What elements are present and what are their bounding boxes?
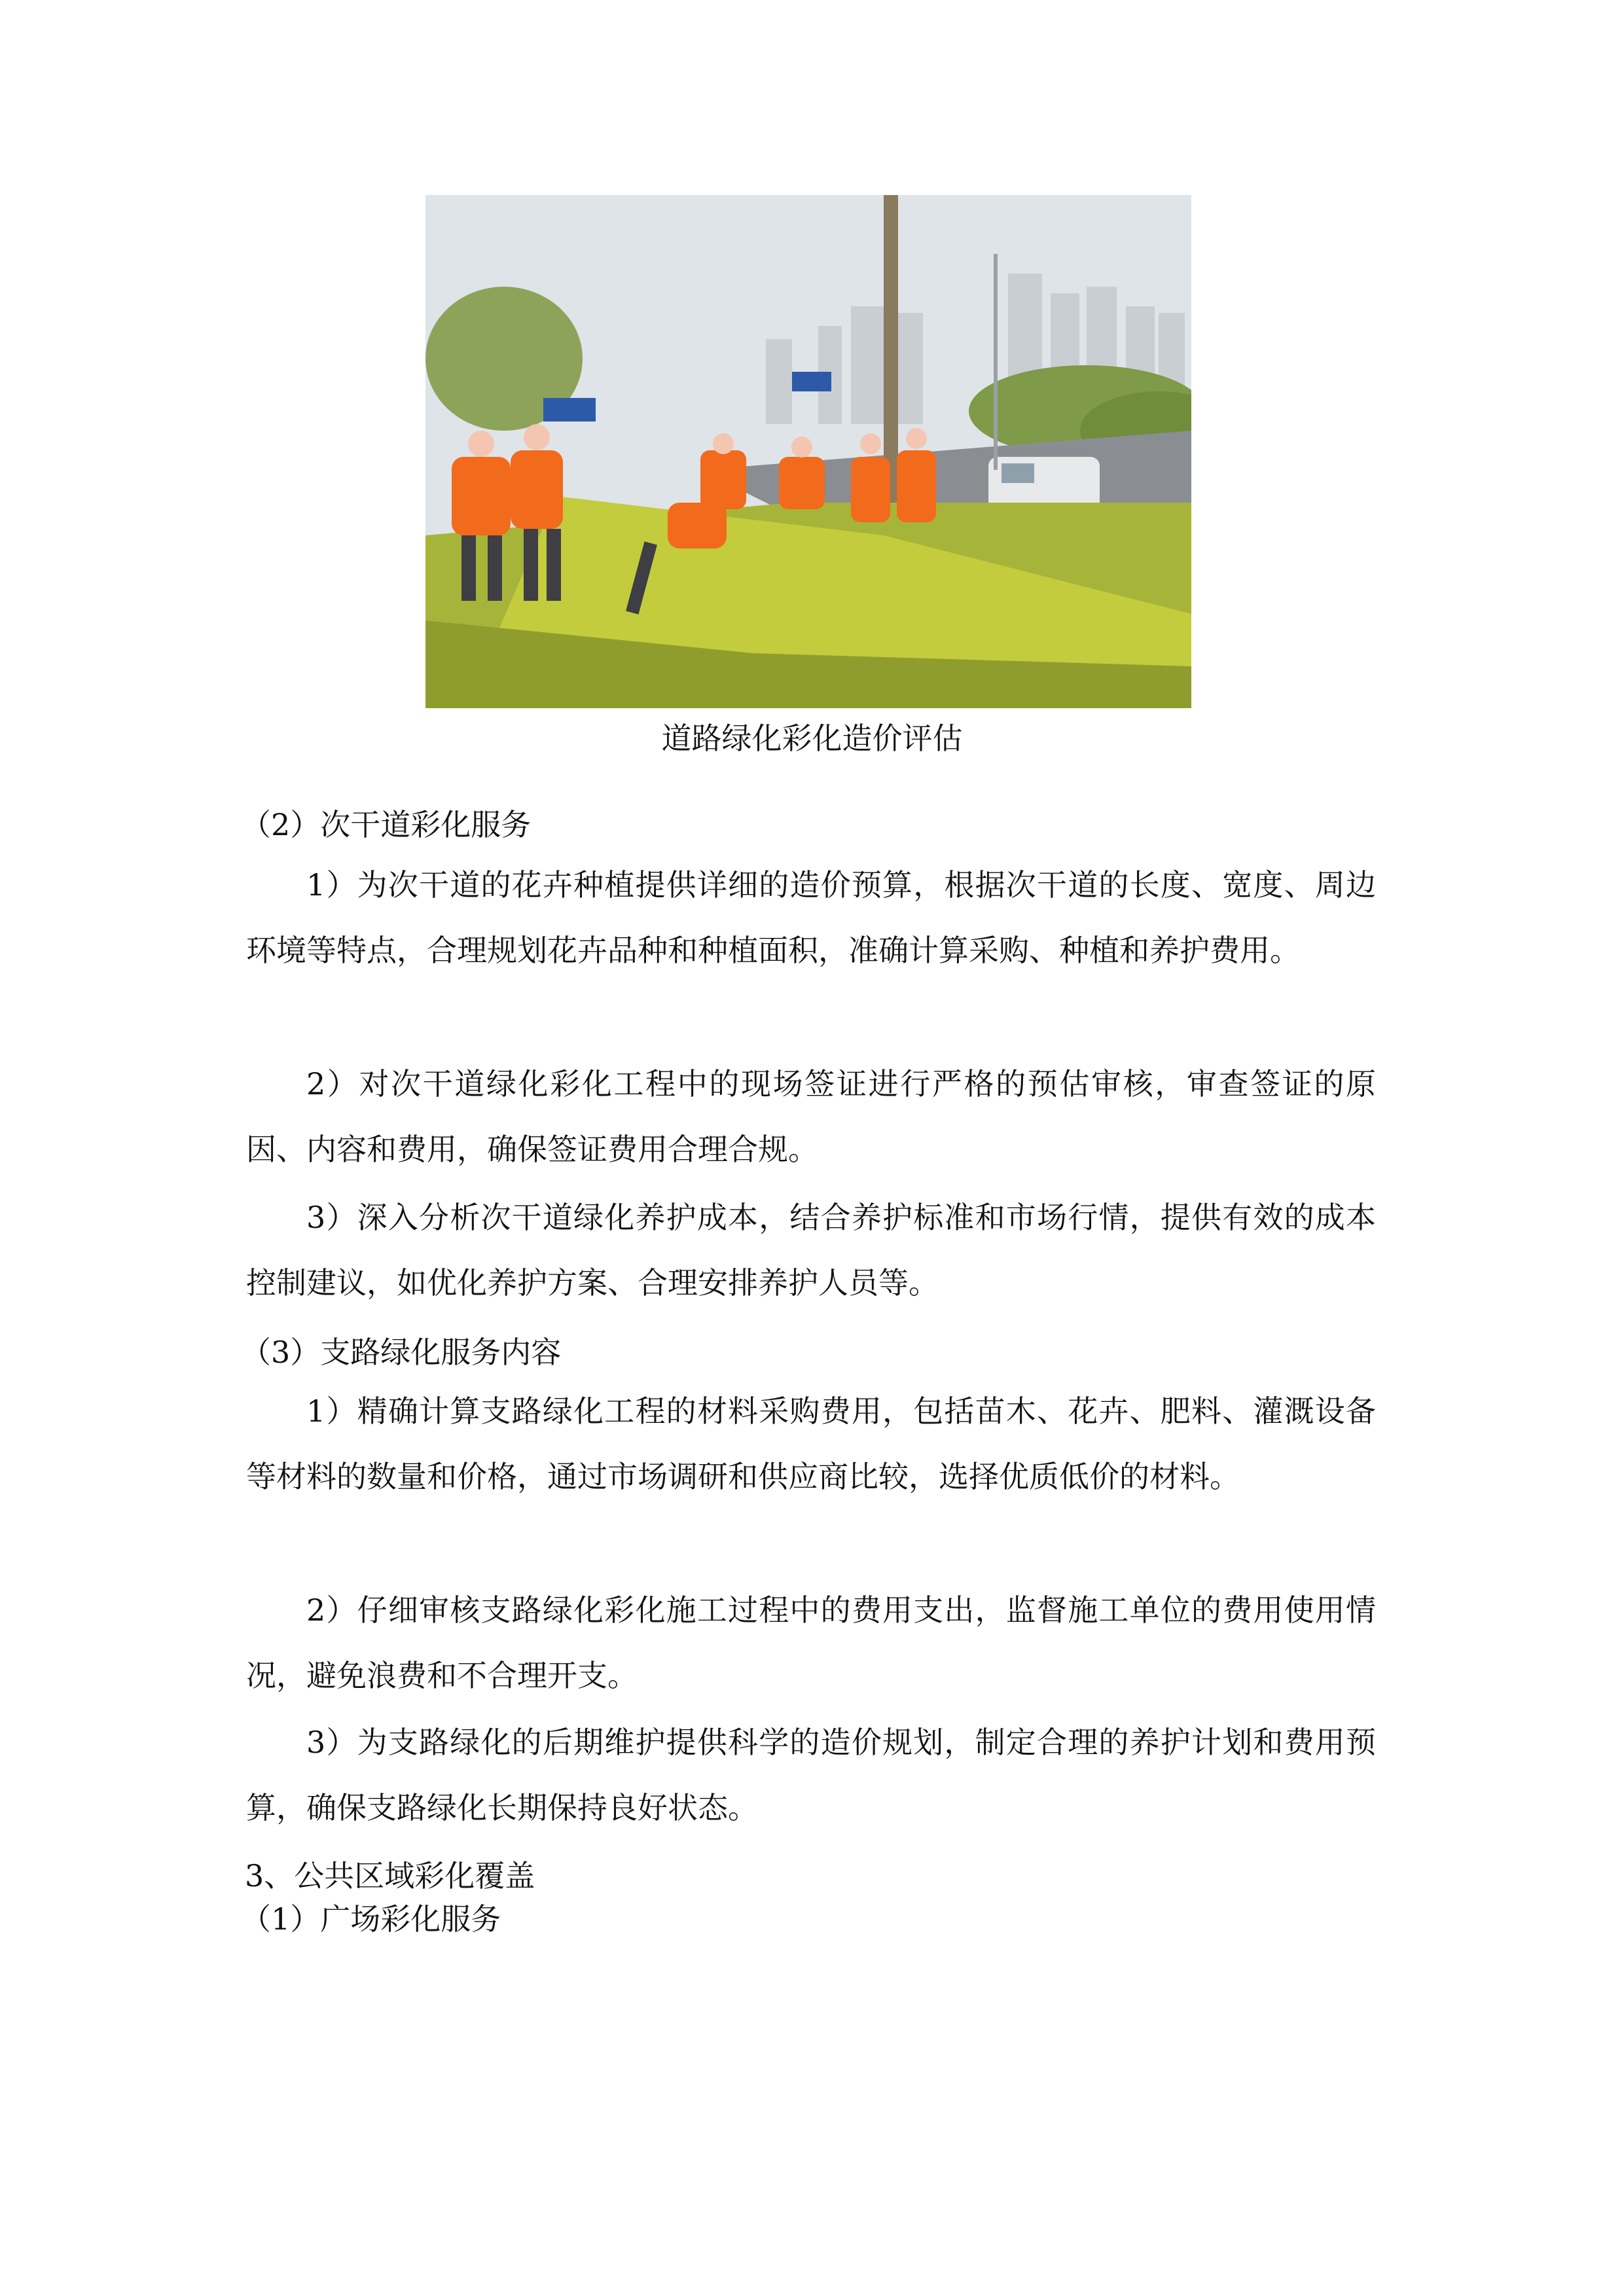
road-greening-photo — [425, 195, 1191, 708]
paragraph: 1）为次干道的花卉种植提供详细的造价预算，根据次干道的长度、宽度、周边环境等特点，合理规划花卉品种和种植面积，准确计算采购、种植和养护费用。 — [246, 867, 1376, 968]
road-greening-photo-illustration — [425, 195, 1191, 708]
paragraph: 2）对次干道绿化彩化工程中的现场签证进行严格的预估审核，审查签证的原因、内容和费用，确保签证费用合理合规。 — [246, 1066, 1376, 1167]
figure-caption: 道路绿化彩化造价评估 — [661, 721, 963, 756]
paragraph: 3）深入分析次干道绿化养护成本，结合养护标准和市场行情，提供有效的成本控制建议，如优化养护方案、合理安排养护人员等。 — [246, 1200, 1376, 1300]
section-heading-secondary-road: （2）次干道彩化服务 — [241, 807, 532, 842]
paragraph: 2）仔细审核支路绿化彩化施工过程中的费用支出，监督施工单位的费用使用情况，避免浪费和不合理开支。 — [246, 1592, 1376, 1693]
section-heading-branch-road: （3）支路绿化服务内容 — [241, 1335, 562, 1370]
paragraph: 3）为支路绿化的后期维护提供科学的造价规划，制定合理的养护计划和费用预算，确保支路绿化长期保持良好状态。 — [246, 1725, 1376, 1825]
paragraph: 1）精确计算支路绿化工程的材料采购费用，包括苗木、花卉、肥料、灌溉设备等材料的数量和价格，通过市场调研和供应商比较，选择优质低价的材料。 — [246, 1393, 1376, 1494]
section-heading-square: （1）广场彩化服务 — [241, 1901, 501, 1937]
main-heading-public-area: 3、公共区域彩化覆盖 — [245, 1858, 535, 1893]
